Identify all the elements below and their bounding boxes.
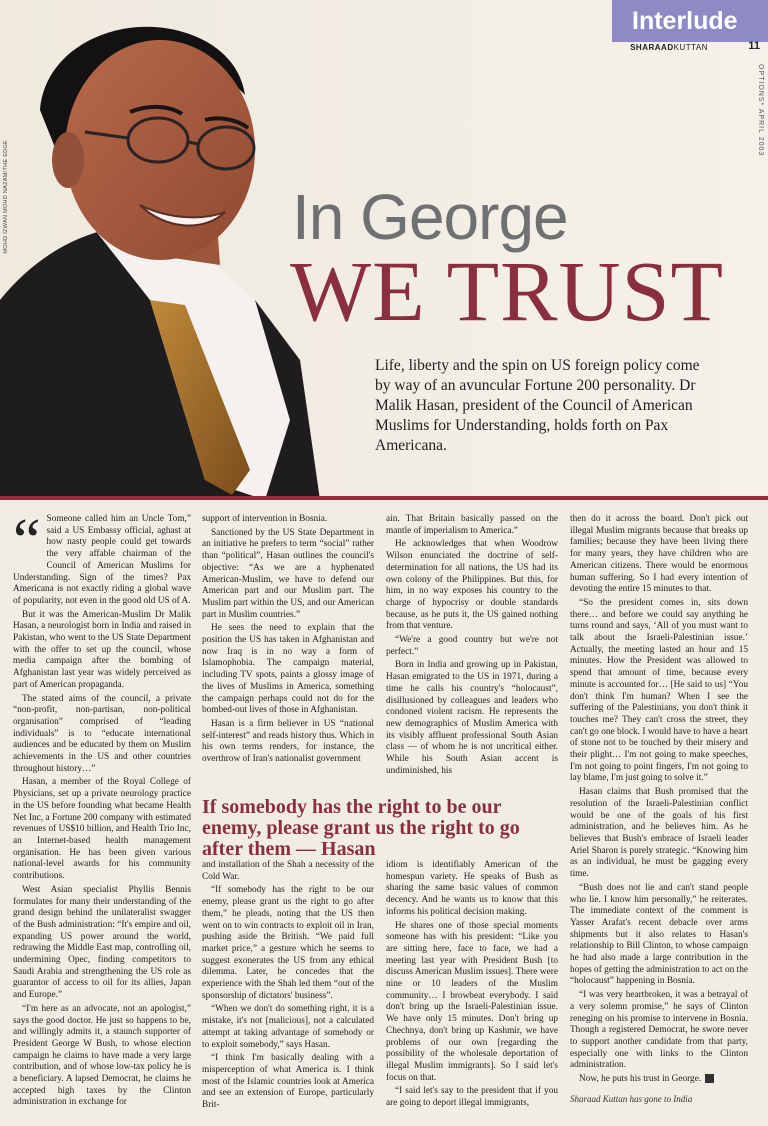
author-endnote: Sharaad Kuttan has gone to India	[570, 1094, 693, 1104]
paragraph: “So the president comes in, sits down there… and before we could say anything he turns round and says, ‘All of you must want to talk about the Israeli-Palestinian issue.’ Actually, the meeting lasted an hour and 15 minutes. How the President was allowed to spend that amount of time, because every minute is accounted for… [He said to us] “You don't think I'm human? When I see the suffering of the Palestinians, you don't think it touches me? They can't cross the street, they can't go one block. I would have to have a heart of stone not to be touched by their misery and their plight… I'm not going to make speeches, I'm not going to point fingers, I'm not going to lay blame, I'm just going to solve it.”	[570, 597, 748, 784]
byline-last: KUTTAN	[673, 43, 708, 52]
paragraph: West Asian specialist Phyllis Bennis formulates for many their understanding of the grand design behind the unilateralist swagger of the Bush administration: “It's empire and oil, expanding US power around the world, redrawing the Middle East map, controlling oil, undermining Opec, finding competitors to Saudi Arabia and strengthening the US role as guarantor of access to oil for its allies, Japan and Europe.”	[13, 884, 191, 1001]
paragraph: Hasan claims that Bush promised that the resolution of the Israeli-Palestinian conflict would be one of the goals of his first administration, and he believes him. As he believes that Bush's embrace of Israeli leader Ariel Sharon is purely strategic. “Knowing him as an individual, he must be gagging every time.	[570, 787, 748, 880]
column-2-bottom	[202, 860, 374, 1114]
paragraph-text: Someone called him an Uncle Tom,” said a US Embassy official, aghast at how nasty people could get towards the very affable chairman of the Council of American Muslims for Understanding. Sign of the times? Pax Americana is not exactly riding a global wave of popularity, not even in the good old US of A.	[13, 514, 191, 606]
paragraph: ain. That Britain basically passed on the mantle of imperialism to America.”	[386, 514, 558, 536]
paragraph: “We're a good country but we're not perfect.”	[386, 635, 558, 657]
column-3-top	[386, 514, 558, 779]
paragraph: The stated aims of the council, a private “non-profit, non-partisan, non-political organisation” comprised of “leading individuals” is to “educate international audiences and be educated by them on Muslim achievements in the US and other countries throughout history…”	[13, 693, 191, 774]
pull-quote: If somebody has the right to be our enemy, please grant us the right to go after them — Hasan	[202, 796, 520, 860]
paragraph: “I was very heartbroken, it was a betrayal of a very solemn promise,” he says of Clinton reneging on his promise to intervene in Bosnia. Though a registered Democrat, he swore never to support another candidate from that party, especially one with links to the Clinton administration.	[570, 990, 748, 1071]
paragraph: Hasan, a member of the Royal College of Physicians, set up a private neurology practice in the US before founding what became Health Net Inc, a Fortune 200 company with estimated revenues of US$10 billion, and Health Trio Inc, an Internet-based health management organisation. He has been given various national-level awards for his community contributions.	[13, 777, 191, 882]
paragraph: He acknowledges that when Woodrow Wilson enunciated the doctrine of self-determination for all nations, the US had its own colony of the Philippines. But this, for him, in no way exposes his country to the charge of hypocrisy or double standards because, as he puts it, the US gained nothing from that venture.	[386, 539, 558, 632]
paragraph: “Bush does not lie and can't stand people who lie. I know him personally,” he reiterates. The immediate context of the comment is Yasser Arafat's recent debacle over arms shipments but it also relates to Hasan's relationship to Bill Clinton, to whose campaign he had also made a large contribution in the hopes of getting the administration to act on the “holocaust” happening in Bosnia.	[570, 882, 748, 987]
paragraph: Sanctioned by the US State Department in an initiative he prefers to term “social” rather than “political”, Hasan outlines the council's objective: “As we are a hyphenated American-Muslim, we have to defend our American part and our Muslim part. The Muslim part within the US, and our American part in Muslim countries.”	[202, 527, 374, 620]
paragraph: support of intervention in Bosnia.	[202, 514, 328, 524]
issue-label: OPTIONS* APRIL 2003	[757, 64, 764, 157]
paragraph: “I'm here as an advocate, not an apologist,” says the good doctor. He just so happens to be, and willingly admits it, a staunch supporter of President George W Bush, to whose election campaign he claims to have made a very large contribution, and of whose low-tax policy he is a beneficiary. A lapsed Democrat, he claims he accepted high taxes by the Clinton administration in exchange for	[13, 1003, 191, 1108]
paragraph: But it was the American-Muslim Dr Malik Hasan, a neurologist born in India and raised in Pakistan, who went to the US State Department with the offer to set up the council, whose media campaign after the bombing of Afghanistan last year was widely perceived as part of American propaganda.	[13, 609, 191, 690]
page-number: 11	[748, 40, 760, 52]
paragraph: “I think I'm basically dealing with a misperception of what America is. I think most of the Islamic countries look at America and see an extension of Europe, particularly Brit-	[202, 1053, 374, 1111]
byline	[630, 43, 708, 52]
column-1	[13, 507, 191, 1111]
paragraph: He shares one of those special moments someone has with his president: “Like you are sitting here, face to face, we had a meeting last year with President Bush [to discuss American Muslim issues]. There were nine or 10 leaders of the Muslim community… I browbeat everybody. I said don't bring up the Israeli-Palestinian issue. We have only 15 minutes. Don't bring up Chechnya, don't bring up Kashmir, we have problems of our own [regarding the possibility of the wholesale deportation of illegal Muslim immigrants]. So I said let's focus on that.	[386, 920, 558, 1083]
column-4	[570, 514, 748, 1088]
photo-credit: MOHD IZWAN MOHD NAZAM/THE EDGE	[3, 140, 9, 254]
standfirst: Life, liberty and the spin on US foreign policy come by way of an avuncular Fortune 200 personality. Dr Malik Hasan, president of the Council of American Muslims for Understanding, holds forth on Pax Americana.	[375, 357, 700, 454]
paragraph-text: Now, he puts his trust in George.	[579, 1074, 702, 1085]
section-tab	[612, 0, 768, 42]
paragraph: and installation of the Shah a necessity of the Cold War.	[202, 860, 374, 882]
paragraph: “If somebody has the right to be our enemy, please grant us the right to go after them,” he pleads, noting that the US then went on to win contracts to exploit oil in Iran, pushing aside the British. “We paid full market price,” a gesture which he seems to suggest exonerates the US from any ethical dilemma. Later, he concedes that the experience with the Shah led them “out of the sponsorship of dictators' business”.	[202, 885, 374, 1001]
end-mark-icon: E	[705, 1074, 714, 1083]
paragraph: “I said let's say to the president that if you are going to deport illegal immigrants,	[386, 1086, 558, 1109]
headline-line-1: In George	[292, 181, 568, 253]
byline-first: SHARAAD	[630, 43, 674, 52]
paragraph	[13, 507, 191, 608]
paragraph: He sees the need to explain that the position the US has taken in Afghanistan and now Iraq is in no way a form of Islamophobia. The campaign material, including TV spots, paints a glossy image of the lives of Muslims in America, something the campaign perhaps could not do for the bombed-out lives of those in Afghanistan.	[202, 623, 374, 716]
column-2-top	[202, 514, 374, 768]
drop-quote-mark: “	[13, 507, 41, 575]
paragraph: “When we don't do something right, it is a mistake, it's not [malicious], not a calculated attempt at taking advantage of somebody or to exploit somebody,” says Hasan.	[202, 1004, 374, 1050]
divider-rule	[0, 496, 768, 500]
headline-line-2: WE TRUST	[290, 243, 725, 339]
section-label: Interlude	[632, 7, 738, 35]
paragraph: then do it across the board. Don't pick out illegal Muslim migrants because that breaks up families; because they have been living there for many years, they have children who are American citizens. There would be enormous human suffering. So I had every intention of devoting the entire 15 minutes to that.	[570, 514, 748, 595]
paragraph	[570, 1074, 748, 1086]
paragraph: Born in India and growing up in Pakistan, Hasan emigrated to the US in 1971, during a time he calls his country's “holocaust”, disillusioned by colleagues and leaders who condoned violent racism. He represents the new demographics of Muslim America with its visibly affluent professional South Asian class — of whom he is not uncritical either. While his South Asian accent is undiminished, his	[386, 660, 558, 776]
paragraph: Hasan is a firm believer in US “national self-interest” and reads history thus. Which in his own terms renders, for instance, the overthrow of Iran's nationalist government	[202, 718, 374, 765]
hero-area	[0, 0, 768, 500]
column-3-bottom	[386, 860, 558, 1112]
paragraph: idiom is identifiably American of the homespun variety. He speaks of Bush as sharing the same basic values of common decency. And he wants us to know that this informs his political decision making.	[386, 860, 558, 917]
